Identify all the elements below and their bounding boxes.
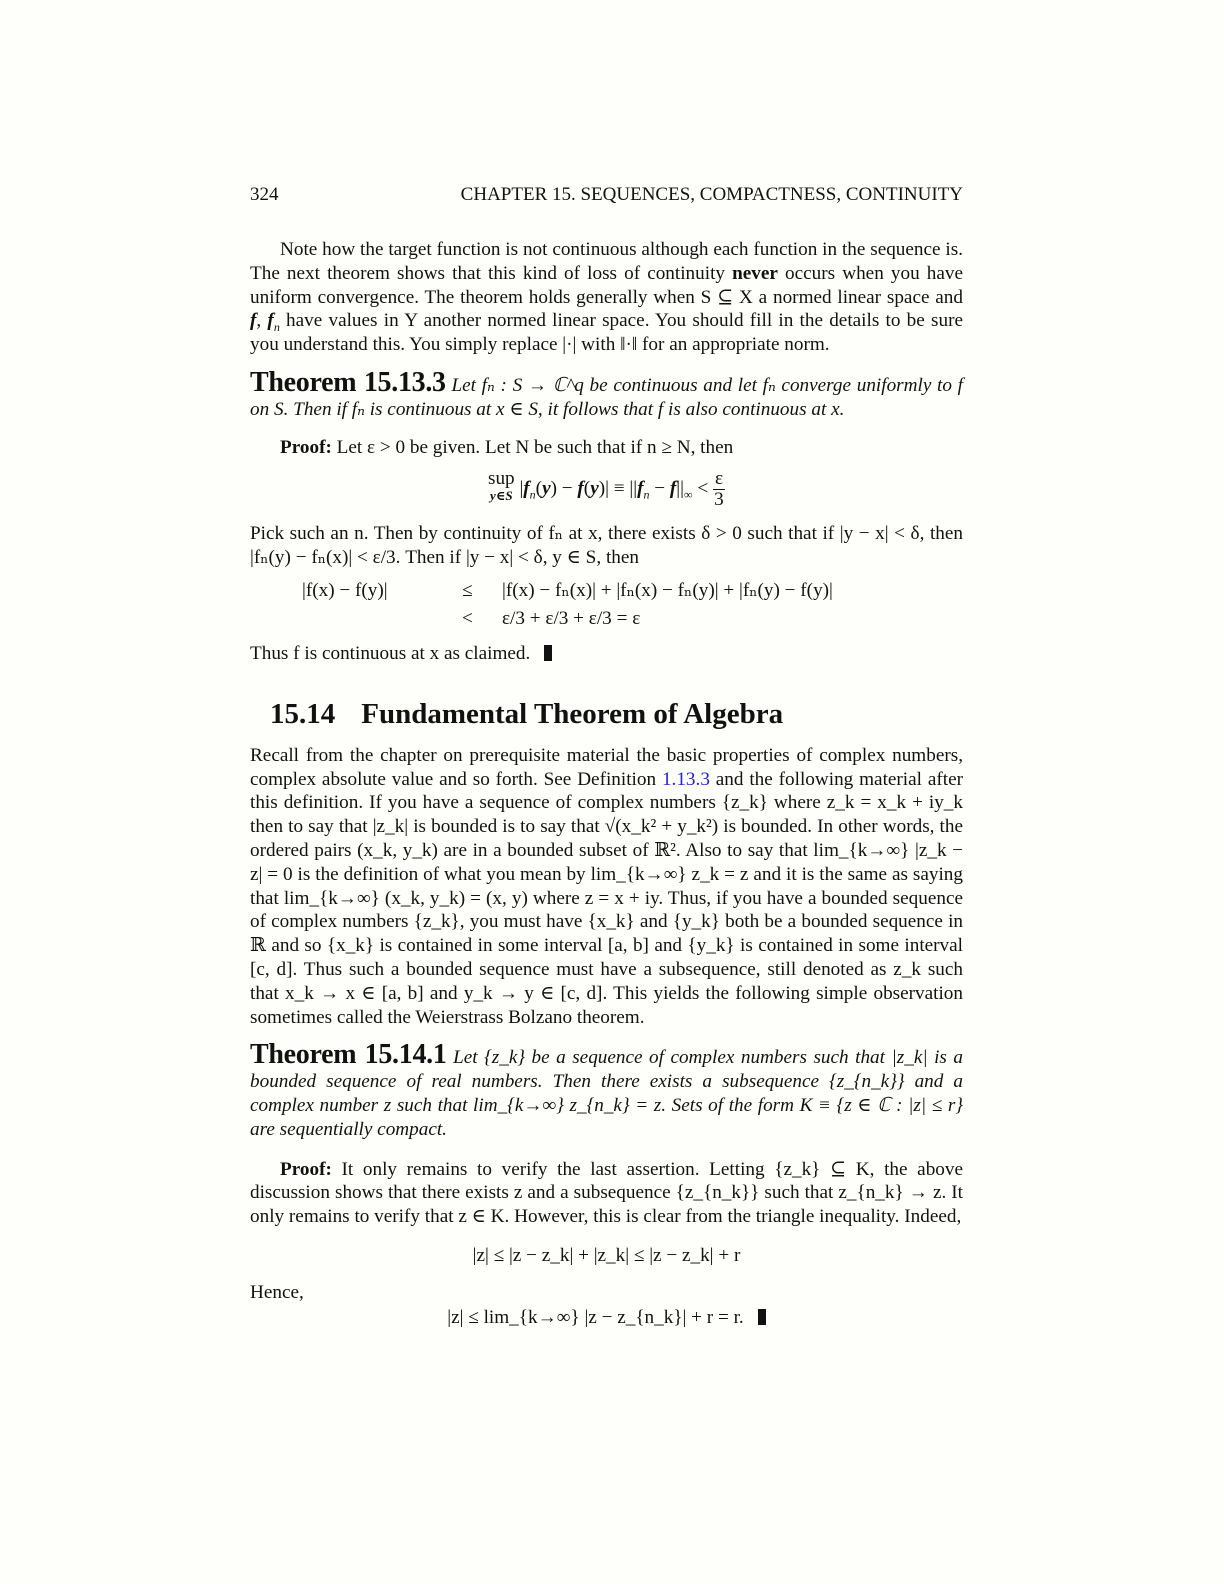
theorem-statement: Let fₙ : S → ℂ^q be continuous and let fₙ converge uniformly to f on S. Then if fₙ is continuous at x ∈ S, it follows that f is also continuous at x. xyxy=(250,374,963,420)
theorem-label: Theorem 15.13.3 xyxy=(250,366,446,398)
eq-rhs-2: ε/3 + ε/3 + ε/3 = ε xyxy=(502,607,641,629)
eq-rhs-1: |f(x) − fₙ(x)| + |fₙ(x) − fₙ(y)| + |fₙ(y) − f(y)| xyxy=(502,579,833,601)
document-page xyxy=(250,182,963,1329)
proof-1-conclusion: Thus f is continuous at x as claimed. xyxy=(250,642,963,666)
intro-paragraph: Note how the target function is not continuous although each function in the sequence is. The next theorem shows that this kind of loss of continuity never occurs when you have uniform convergence. The theorem holds generally when S ⊆ X a normed linear space and f, $f_n$ have values in Y another normed linear space. You should fill in the details to be sure you understand this. You simply replace |·| with ‖·‖ for an appropriate norm. xyxy=(250,239,963,356)
qed-symbol xyxy=(544,645,552,661)
running-header xyxy=(250,182,963,208)
proof-1-continuity-paragraph: Pick such an n. Then by continuity of fₙ at x, there exists δ > 0 such that if |y − x| < δ, then |fₙ(y) − fₙ(x)| < ε/3. Then if |y − x| < δ, y ∈ S, then xyxy=(250,523,963,569)
display-equation-limit: |z| ≤ lim_{k→∞} |z − z_{n_k}| + r = r. xyxy=(250,1307,963,1329)
section-number: 15.14 xyxy=(270,697,336,730)
theorem-statement: Let {z_k} be a sequence of complex numbers such that |z_k| is a bounded sequence of real numbers. Then there exists a subsequence {z_{n_k}} and a complex number z such that lim_{k→∞} z_{n_k} = z. Sets of the form K ≡ {z ∈ ℂ : |z| ≤ r} are sequentially compact. xyxy=(250,1047,963,1140)
qed-symbol xyxy=(758,1309,766,1325)
eq-relation-le: ≤ xyxy=(462,579,473,601)
theorem-15-13-3 xyxy=(250,366,963,422)
theorem-15-14-1 xyxy=(250,1039,963,1141)
theorem-label: Theorem 15.14.1 xyxy=(250,1039,447,1071)
display-equation-sup-norm: sup y∈S $|f_n(y) - f(y)| \equiv ||f_n - f||_\infty$ < $\frac{\varepsilon}{3}$ xyxy=(487,468,724,511)
emphasis-never: never xyxy=(732,262,778,284)
proof-label: Proof: xyxy=(280,1158,332,1180)
proof-label: Proof: xyxy=(280,436,332,458)
section-title: Fundamental Theorem of Algebra xyxy=(361,697,784,730)
chapter-title: CHAPTER 15. SEQUENCES, COMPACTNESS, CONTINUITY xyxy=(460,184,963,205)
eq-relation-lt: < xyxy=(462,607,473,629)
section-paragraph: Recall from the chapter on prerequisite material the basic properties of complex numbers, complex absolute value and so forth. See Definition 1.13.3 and the following material after this definition. If you have a sequence of complex numbers {z_k} where z_k = x_k + iy_k then to say that |z_k| is bounded is to say that √(x_k² + y_k²) is bounded. In other words, the ordered pairs (x_k, y_k) are in a bounded subset of ℝ². Also to say that lim_{k→∞} |z_k − z| = 0 is the definition of what you mean by lim_{k→∞} z_k = z and it is the same as saying that lim_{k→∞} (x_k, y_k) = (x, y) where z = x + iy. Thus, if you have a bounded sequence of complex numbers {z_k}, you must have {x_k} and {y_k} both be a bounded sequence in ℝ and so {x_k} is contained in some interval [a, b] and {y_k} is contained in some interval [c, d]. Thus such a bounded sequence must have a subsequence, still denoted as z_k such that x_k → x ∈ [a, b] and y_k → y ∈ [c, d]. This yields the following simple observation sometimes called the Weierstrass Bolzano theorem. xyxy=(250,744,963,1028)
proof-1-intro: Proof: Let ε > 0 be given. Let N be such that if n ≥ N, then xyxy=(280,436,734,458)
hence-text: Hence, xyxy=(250,1281,304,1303)
definition-link[interactable]: 1.13.3 xyxy=(661,768,710,790)
triangle-inequality-array xyxy=(302,578,963,632)
page-number: 324 xyxy=(250,184,279,205)
display-equation-triangle: |z| ≤ |z − z_k| + |z_k| ≤ |z − z_k| + r xyxy=(472,1244,741,1266)
eq-lhs: |f(x) − f(y)| xyxy=(302,579,388,601)
proof-2-paragraph: Proof: It only remains to verify the last assertion. Letting {z_k} ⊆ K, the above discussion shows that there exists z and a subsequence {z_{n_k}} such that z_{n_k} → z. It only remains to verify that z ∈ K. However, this is clear from the triangle inequality. Indeed, xyxy=(250,1158,963,1228)
section-heading xyxy=(270,696,963,732)
